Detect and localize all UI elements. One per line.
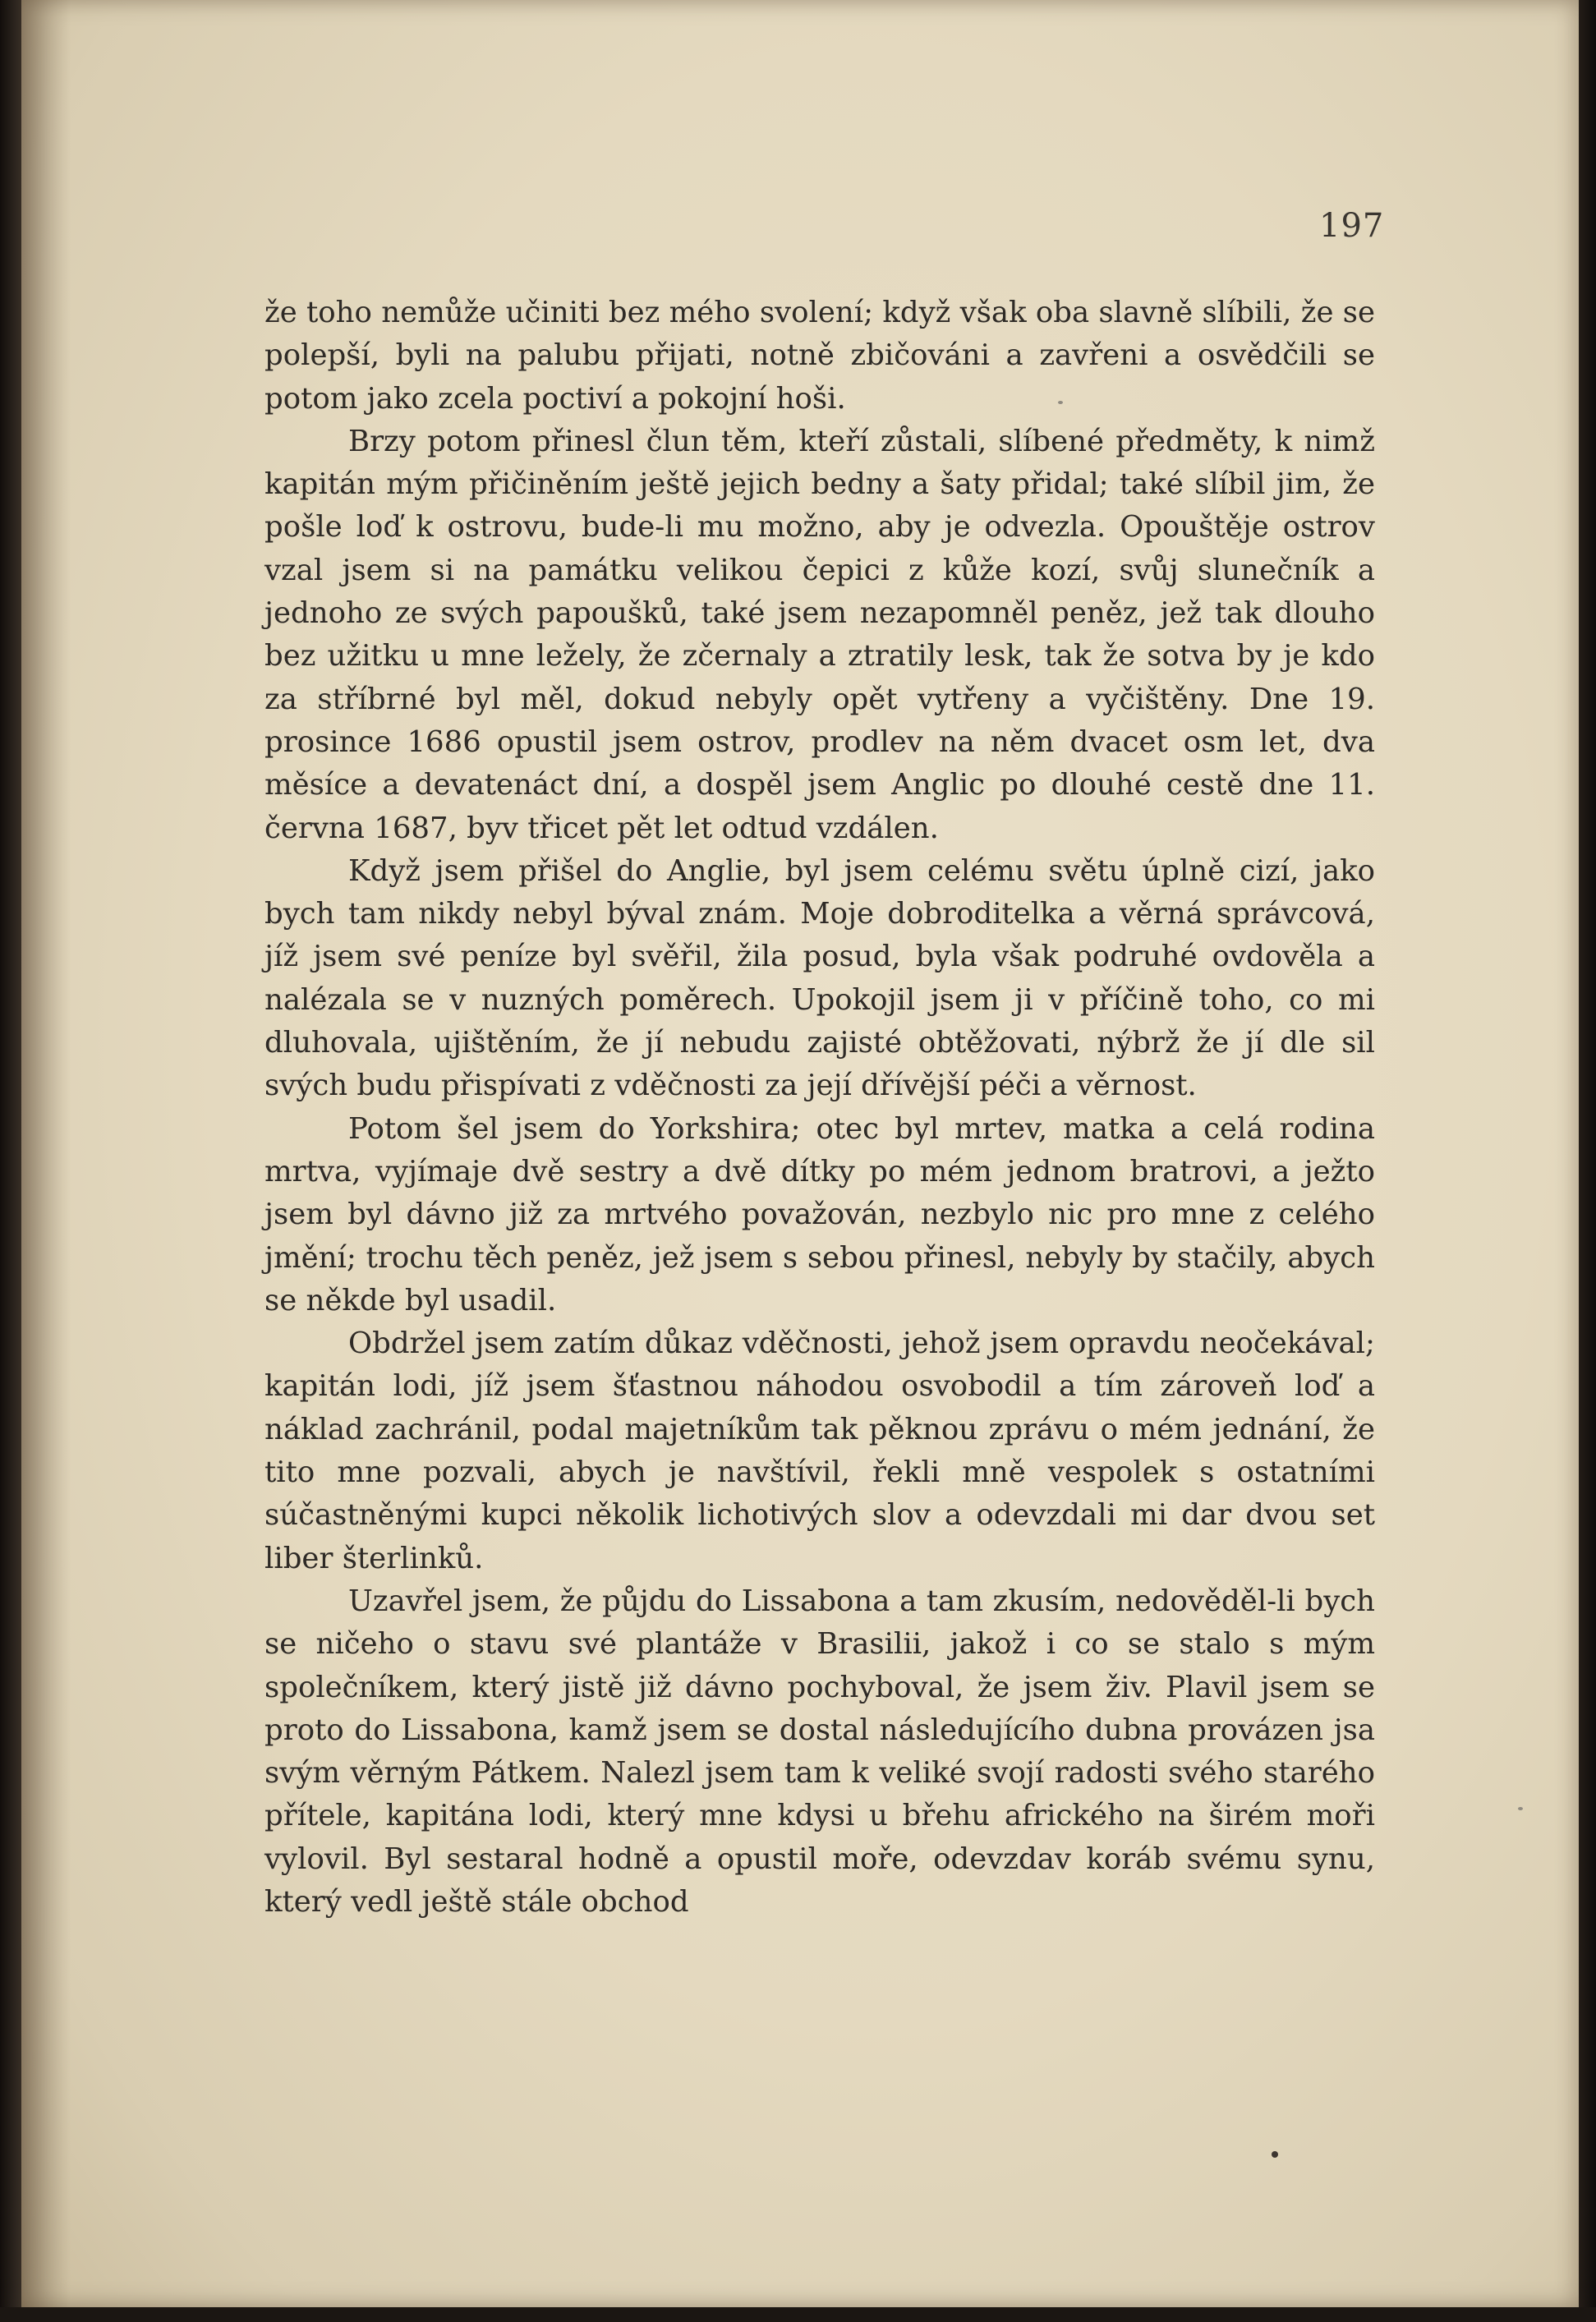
page-number: 197 xyxy=(1319,207,1385,245)
scan-border-left xyxy=(0,0,23,2322)
paragraph-5: Obdržel jsem zatím důkaz vděčnosti, jehož jsem opravdu neočekával; kapitán lodi, jíž jsem šťastnou náhodou osvobodil a tím zároveň loď a náklad zachránil, podal majetníkům tak pěknou zprávu o mém jednání, že tito mne pozvali, abych je navštívil, řekli mně vespolek s ostatními súčastněnými kupci několik lichotivých slov a odevzdali mi dar dvou set liber šterlinků. xyxy=(264,1327,1375,1575)
scan-border-right xyxy=(1578,0,1596,2322)
paragraph-2: Brzy potom přinesl člun těm, kteří zůstali, slíbené předměty, k nimž kapitán mým přičiněním ještě jejich bedny a šaty přidal; také slíbil jim, že pošle loď k ostrovu, bude-li mu možno, aby je odvezla. Opouštěje ostrov vzal jsem si na památku velikou čepici z kůže kozí, svůj slunečník a jednoho ze svých papoušků, také jsem nezapomněl peněz, jež tak dlouho bez užitku u mne ležely, že zčernaly a ztratily lesk, tak že sotva by je kdo za stříbrné byl měl, dokud nebyly opět vytřeny a vyčištěny. Dne 19. prosince 1686 opustil jsem ostrov, prodlev na něm dvacet osm let, dva měsíce a devatenáct dní, a dospěl jsem Anglic po dlouhé cestě dne 11. června 1687, byv třicet pět let odtud vzdálen. xyxy=(264,424,1375,845)
paper-speck xyxy=(1518,1807,1523,1810)
ink-spot xyxy=(1272,2151,1278,2158)
paragraph-4: Potom šel jsem do Yorkshira; otec byl mrtev, matka a celá rodina mrtva, vyjímaje dvě sestry a dvě dítky po mém jednom bratrovi, a ježto jsem byl dávno již za mrtvého považován, nezbylo nic pro mne z celého jmění; trochu těch peněz, jež jsem s sebou přinesl, nebyly by stačily, abych se někde byl usadil. xyxy=(264,1111,1375,1317)
paper-speck xyxy=(1058,401,1063,404)
paragraph-1: že toho nemůže učiniti bez mého svolení; když však oba slavně slíbili, že se polepší, byli na palubu přijati, notně zbičováni a zavřeni a osvědčili se potom jako zcela poctiví a pokojní hoši. xyxy=(264,296,1375,416)
page-gutter-shadow xyxy=(21,0,71,2307)
book-page xyxy=(21,0,1579,2307)
body-text xyxy=(264,292,1375,1924)
scan-border-bottom xyxy=(0,2307,1596,2322)
paragraph-6: Uzavřel jsem, že půjdu do Lissabona a tam zkusím, nedověděl-li bych se ničeho o stavu své plantáže v Brasilii, jakož i co se stalo s mým společníkem, který jistě již dávno pochyboval, že jsem živ. Plavil jsem se proto do Lissabona, kamž jsem se dostal následujícího dubna provázen jsa svým věrným Pátkem. Nalezl jsem tam k veliké svojí radosti svého starého přítele, kapitána lodi, který mne kdysi u břehu afrického na širém moři vylovil. Byl sestaral hodně a opustil moře, odevzdav koráb svému synu, který vedl ještě stále obchod xyxy=(264,1584,1375,1919)
paragraph-3: Když jsem přišel do Anglie, byl jsem celému světu úplně cizí, jako bych tam nikdy nebyl býval znám. Moje dobroditelka a věrná správcová, jíž jsem své peníze byl svěřil, žila posud, byla však podruhé ovdověla a nalézala se v nuzných poměrech. Upokojil jsem ji v příčině toho, co mi dluhovala, ujištěním, že jí nebudu zajisté obtěžovati, nýbrž že jí dle sil svých budu přispívati z vděčnosti za její dřívější péči a věrnost. xyxy=(264,853,1375,1103)
